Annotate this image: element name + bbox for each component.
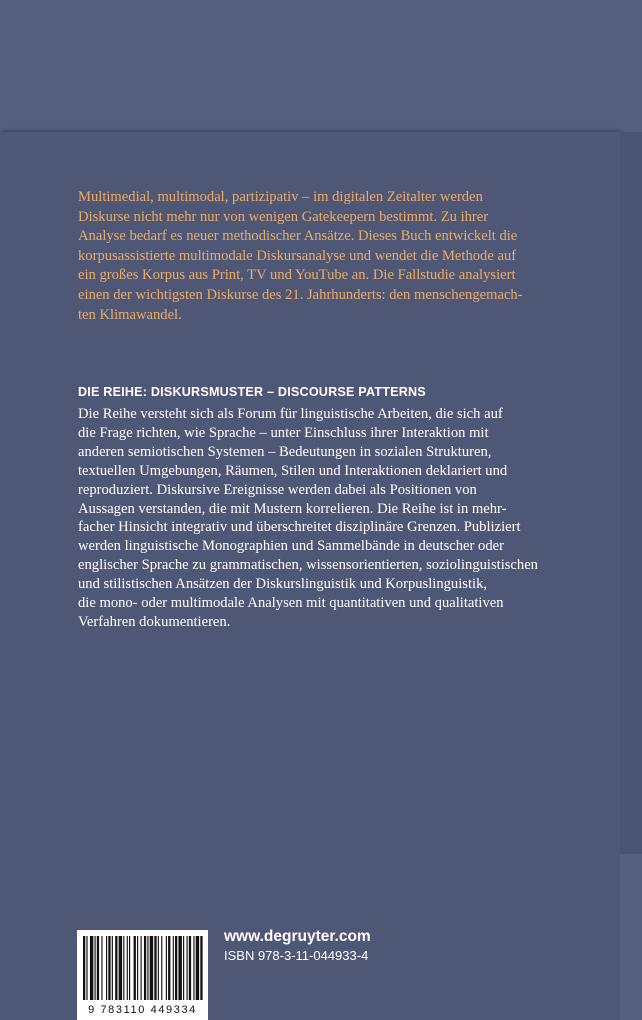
series-line: facher Hinsicht integrativ und überschreitet disziplinäre Grenzen. Publiziert	[78, 519, 521, 536]
series-line: Aussagen verstanden, die mit Mustern korrelieren. Die Reihe ist in mehr-	[78, 500, 507, 517]
isbn-number: ISBN 978-3-11-044933-4	[224, 948, 369, 963]
barcode	[77, 930, 208, 1020]
series-line: die Frage richten, wie Sprache – unter Einschluss ihrer Interaktion mit	[78, 424, 489, 441]
series-heading: DIE REIHE: DISKURSMUSTER – DISCOURSE PATTERNS	[78, 385, 426, 399]
series-line: Verfahren dokumentieren.	[78, 613, 231, 630]
blurb-line: Diskurse nicht mehr nur von wenigen Gatekeepern bestimmt. Zu ihrer	[78, 208, 489, 225]
blurb-line: Multimedial, multimodal, partizipativ – im digitalen Zeitalter werden	[78, 189, 483, 205]
series-line: die mono- oder multimodale Analysen mit quantitativen und qualitativen	[78, 595, 504, 612]
blurb-line: einen der wichtigsten Diskurse des 21. Jahrhunderts: den menschengemach-	[78, 286, 523, 303]
series-line: werden linguistische Monographien und Sammelbände in deutscher oder	[78, 538, 504, 555]
blurb-line: Analyse bedarf es neuer methodischer Ansätze. Dieses Buch entwickelt die	[78, 228, 518, 245]
publisher-website: www.degruyter.com	[224, 928, 371, 945]
barcode-number: 9 783110 449334	[77, 1004, 208, 1016]
series-line: textuellen Umgebungen, Räumen, Stilen und Interaktionen deklariert und	[78, 462, 508, 479]
series-line: und stilistischen Ansätzen der Diskurslinguistik und Korpuslinguistik,	[78, 576, 488, 593]
blurb-line: ein großes Korpus aus Print, TV und YouTube an. Die Fallstudie analysiert	[78, 267, 516, 284]
book-blurb	[78, 188, 578, 325]
barcode-bars	[77, 930, 208, 1002]
background-right	[620, 854, 642, 1020]
series-line: Die Reihe versteht sich als Forum für linguistische Arbeiten, die sich auf	[78, 406, 503, 422]
blurb-line: korpusassistierte multimodale Diskursanalyse und wendet die Methode auf	[78, 247, 517, 264]
blurb-line: ten Klimawandel.	[78, 306, 182, 323]
background-top	[0, 0, 642, 132]
cover-edge	[620, 132, 642, 854]
series-line: reproduziert. Diskursive Ereignisse werden dabei als Positionen von	[78, 481, 477, 498]
series-line: anderen semiotischen Systemen – Bedeutungen in sozialen Strukturen,	[78, 443, 492, 460]
series-description	[78, 405, 588, 632]
series-line: englischer Sprache zu grammatischen, wissensorientierten, soziolinguistischen	[78, 557, 538, 574]
